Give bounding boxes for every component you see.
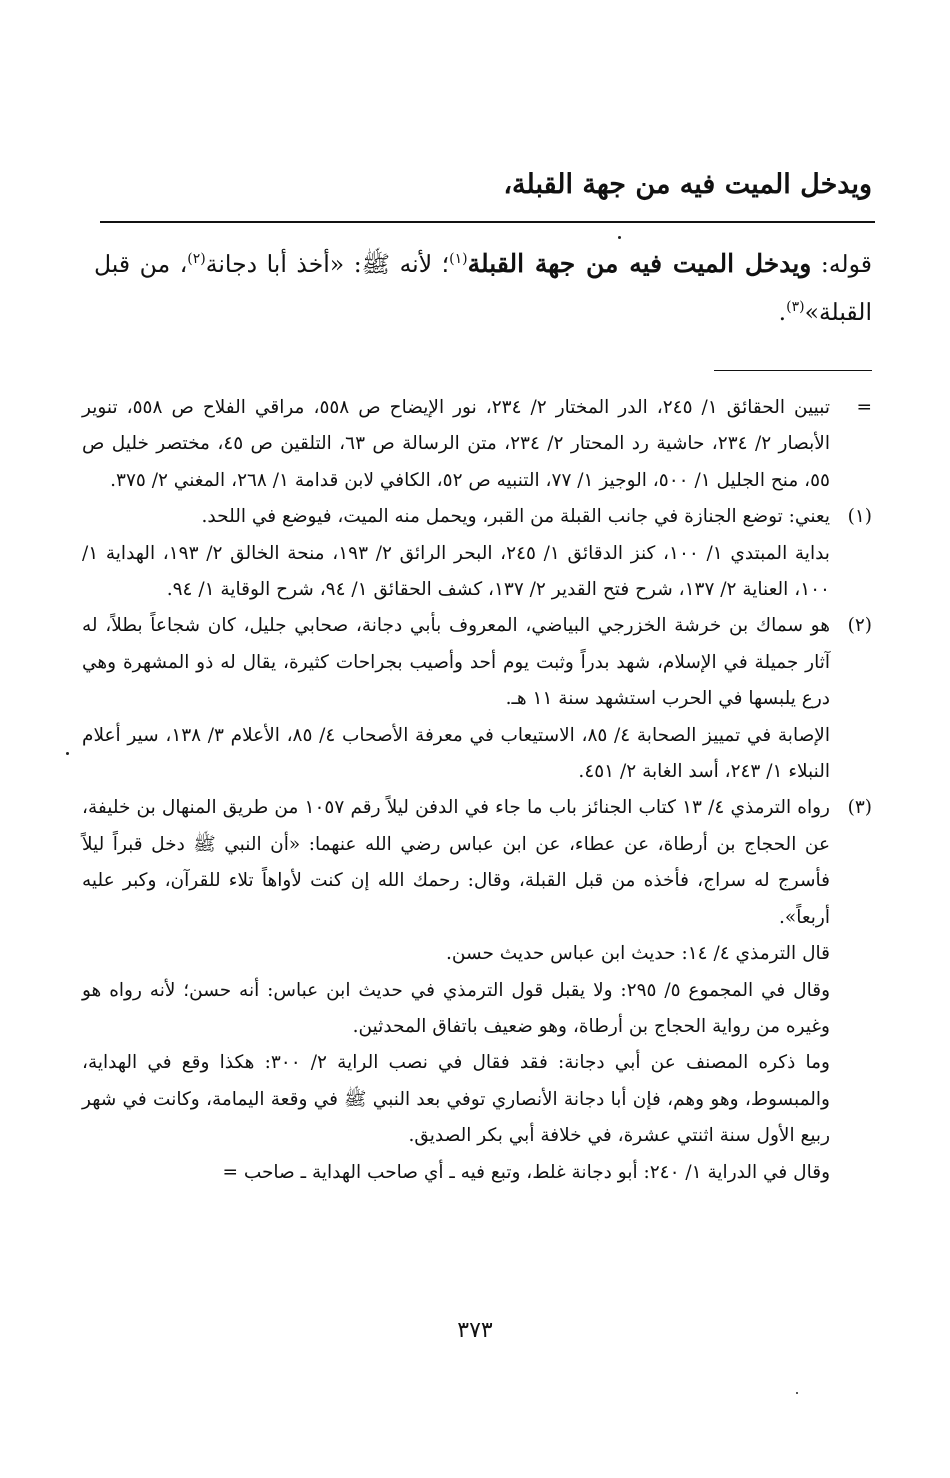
scan-speck — [796, 1392, 798, 1394]
footnote-separator — [714, 370, 872, 371]
commentary-intro: قوله: — [811, 250, 872, 278]
footnote-paragraph: رواه الترمذي ٤/ ١٣ كتاب الجنائز باب ما جاء في الدفن ليلاً رقم ١٠٥٧ من طريق المنهال بن خليفة، عن الحجاج بن أرطاة، عن عطاء، عن ابن عباس رضي الله عنهما: «أن النبي ﷺ دخل قبراً ليلاً فأسرج له سراج، فأخذه من قبل القبلة، وقال: رحمك الله إن كنت لأواهاً تلاء للقرآن، وكبر عليه أربعاً». — [82, 797, 830, 928]
footnote-continued — [82, 390, 872, 499]
page-number: ٣٧٣ — [457, 1318, 493, 1343]
footnote-paragraph: هو سماك بن خرشة الخزرجي البياضي، المعروف بأبي دجانة، صحابي جليل، كان شجاعاً بطلاً، له آثار جميلة في الإسلام، شهد بدراً وثبت يوم أحد وأصيب بجراحات كثيرة، يقال له ذو المشهرة وهي درع يلبسها في الحرب استشهد سنة ١١ هـ. — [82, 615, 830, 710]
running-title: ويدخل الميت فيه من جهة القبلة، — [503, 169, 872, 200]
footnote-paragraph: تبيين الحقائق ١/ ٢٤٥، الدر المختار ٢/ ٢٣٤، نور الإيضاح ص ٥٥٨، مراقي الفلاح ص ٥٥٨، تنوير الأبصار ٢/ ٢٣٤، حاشية رد المحتار ٢/ ٢٣٤، متن الرسالة ص ٦٣، التلقين ص ٤٥، مختصر خليل ص ٥٥، منح الجليل ١/ ٥٠٠، الوجيز ١/ ٧٧، التنبيه ص ٥٢، الكافي لابن قدامة ١/ ٢٦٨، المغني ٢/ ٣٧٥. — [82, 397, 830, 491]
footnote-paragraph: الإصابة في تمييز الصحابة ٤/ ٨٥، الاستيعاب في معرفة الأصحاب ٤/ ٨٥، الأعلام ٣/ ١٣٨، سير أعلام النبلاء ١/ ٢٤٣، أسد الغابة ٢/ ٤٥١. — [82, 724, 830, 783]
footnote-1 — [82, 499, 872, 608]
footnote-paragraph: بداية المبتدي ١/ ١٠٠، كنز الدقائق ١/ ٢٤٥، البحر الرائق ٢/ ١٩٣، منحة الخالق ٢/ ١٩٣، الهداية ١/ ١٠٠، العناية ٢/ ١٣٧، شرح فتح القدير ٢/ ١٣٧، كشف الحقائق ١/ ٩٤، شرح الوقاية ١/ ٩٤. — [82, 542, 830, 601]
footnote-body — [82, 608, 830, 790]
footnote-ref-1[interactable]: (١) — [449, 251, 468, 268]
footnote-ref-2[interactable]: (٢) — [187, 251, 206, 268]
footnote-paragraph: وقال في الدراية ١/ ٢٤٠: أبو دجانة غلط، وتبع فيه ـ أي صاحب الهداية ـ صاحب = — [222, 1161, 830, 1183]
commentary-end: . — [778, 298, 787, 326]
footnote-ref-3[interactable]: (٣) — [786, 299, 805, 316]
commentary-mid: ؛ لأنه ﷺ: «أخذ أبا دجانة — [205, 250, 450, 278]
footnote-paragraph: وما ذكره المصنف عن أبي دجانة: فقد فقال في نصب الراية ٢/ ٣٠٠: هكذا وقع في الهداية، والمبسوط، وهو وهم، فإن أبا دجانة الأنصاري توفي بعد النبي ﷺ في وقعة اليمامة، وكانت في شهر ربيع الأول سنة اثنتي عشرة، في خلافة أبي بكر الصديق. — [82, 1052, 830, 1147]
commentary-tail: ، من قبل القبلة» — [94, 250, 872, 326]
footnote-marker: (٣) — [847, 797, 872, 819]
footnotes-section — [82, 390, 872, 1191]
footnote-3 — [82, 790, 872, 1190]
footnote-marker: (٢) — [847, 615, 872, 637]
title-rule — [100, 221, 875, 223]
footnote-body — [82, 390, 830, 499]
footnote-2 — [82, 608, 872, 790]
footnote-paragraph: يعني: توضع الجنازة في جانب القبلة من القبر، ويحمل منه الميت، فيوضع في اللحد. — [201, 506, 830, 528]
commentary-paragraph — [94, 240, 872, 336]
footnote-marker: (١) — [847, 506, 872, 528]
footnote-body — [82, 499, 830, 608]
footnote-marker: = — [856, 397, 872, 418]
footnote-paragraph: قال الترمذي ٤/ ١٤: حديث ابن عباس حديث حسن. — [446, 943, 830, 965]
scan-speck — [66, 752, 69, 755]
footnote-body — [82, 790, 830, 1190]
footnote-paragraph: وقال في المجموع ٥/ ٢٩٥: ولا يقبل قول الترمذي في حديث ابن عباس: أنه حسن؛ لأنه رواه هو وغيره من رواية الحجاج بن أرطاة، وهو ضعيف باتفاق المحدثين. — [82, 979, 831, 1037]
scan-speck — [618, 236, 621, 239]
commentary-quoted-matn: ويدخل الميت فيه من جهة القبلة — [467, 249, 812, 278]
